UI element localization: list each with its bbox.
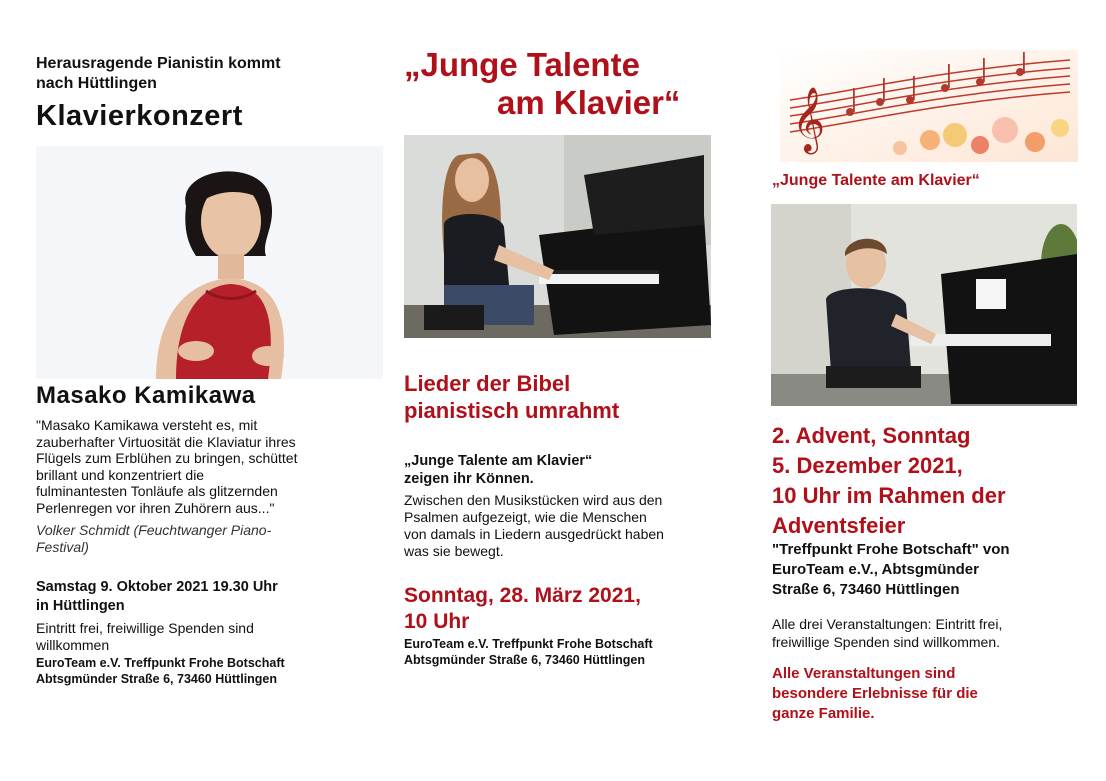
intro-line-2: nach Hüttlingen [36, 75, 157, 92]
girl-at-grand-piano-icon [404, 135, 711, 338]
program-heading [404, 452, 704, 488]
boy-at-piano-icon [771, 204, 1077, 406]
quote-line: brillant und konzentriert die [36, 466, 205, 483]
sub-line-1: Lieder der Bibel [404, 371, 571, 396]
head-line-1: „Junge Talente am Klavier“ [404, 453, 593, 469]
text-line: von damals in Liedern ausgedrückt haben [404, 526, 664, 542]
music-banner [780, 50, 1078, 162]
date-line-1: Sonntag, 28. März 2021, [404, 584, 641, 607]
event-title-line-1: „Junge Talente [404, 46, 640, 83]
fee-line: Eintritt frei, freiwillige Spenden sind [36, 620, 254, 636]
quote-line: zauberhafter Virtuosität die Klaviatur ihres [36, 433, 296, 450]
addr-line-1: EuroTeam e.V. Treffpunkt Frohe Botschaft [404, 637, 653, 651]
place-line: EuroTeam e.V., Abtsgmünder [772, 561, 979, 578]
girl-piano-photo [404, 135, 711, 338]
fee-line: Alle drei Veranstaltungen: Eintritt frei, [772, 616, 1003, 632]
note-line: besondere Erlebnisse für die [772, 685, 978, 702]
note-line: ganze Familie. [772, 705, 875, 722]
pianist-portrait-icon [36, 146, 383, 379]
addr-line-2: Abtsgmünder Straße 6, 73460 Hüttlingen [36, 672, 278, 686]
fee-line: willkommen [36, 636, 110, 653]
svg-text:𝄞: 𝄞 [792, 87, 826, 152]
artist-name: Masako Kamikawa [36, 382, 256, 409]
addr-line-2: Abtsgmünder Straße 6, 73460 Hüttlingen [404, 653, 646, 667]
date-line: 2. Advent, Sonntag [772, 423, 971, 448]
program-description [404, 492, 714, 560]
place-line: Straße 6, 73460 Hüttlingen [772, 581, 960, 598]
quote-line: "Masako Kamikawa versteht es, mit [36, 417, 258, 433]
press-quote [36, 417, 336, 516]
date-line: 10 Uhr im Rahmen der [772, 483, 1006, 508]
event-title: „Junge Talente am Klavier“ [772, 172, 980, 189]
admission-info [36, 620, 336, 653]
event-date [404, 583, 724, 635]
admission-info [772, 615, 1062, 651]
family-note [772, 664, 1062, 724]
pianist-portrait-photo [36, 146, 383, 379]
attrib-line: Volker Schmidt (Feuchtwanger Piano- [36, 522, 272, 538]
head-line-2: zeigen ihr Können. [404, 471, 534, 487]
program-subtitle [404, 370, 724, 424]
addr-line-1: EuroTeam e.V. Treffpunkt Frohe Botschaft [36, 656, 285, 670]
fee-line: freiwillige Spenden sind willkommen. [772, 634, 1000, 650]
text-line: was sie bewegt. [404, 543, 504, 559]
sub-line-2: pianistisch umrahmt [404, 398, 620, 423]
quote-line: Flügels zum Erblühen zu bringen, schüttet [36, 450, 298, 466]
quote-line: Perlenregen vor ihren Zuhörern aus..." [36, 499, 275, 516]
event-title-line-2: am Klavier“ [497, 84, 681, 121]
venue-address [36, 655, 366, 687]
attrib-line: Festival) [36, 538, 89, 555]
text-line: Psalmen aufgezeigt, wie die Menschen [404, 509, 647, 525]
quote-line: fulminantesten Tonläufe als glitzernden [36, 483, 278, 499]
music-notes-flowers-banner-icon [780, 50, 1078, 162]
intro-line-1: Herausragende Pianistin kommt [36, 55, 281, 72]
date-line: 5. Dezember 2021, [772, 453, 963, 478]
text-line: Zwischen den Musikstücken wird aus den [404, 492, 663, 508]
venue-address [404, 636, 734, 668]
date-line-2: in Hüttlingen [36, 598, 125, 614]
venue-address [772, 540, 1082, 600]
date-line-1: Samstag 9. Oktober 2021 19.30 Uhr [36, 579, 278, 595]
intro-heading [36, 54, 356, 94]
boy-piano-photo [771, 204, 1077, 406]
date-line-2: 10 Uhr [404, 610, 470, 633]
place-line: "Treffpunkt Frohe Botschaft" von [772, 541, 1010, 558]
concert-title: Klavierkonzert [36, 100, 243, 132]
note-line: Alle Veranstaltungen sind [772, 665, 956, 682]
date-line: Adventsfeier [772, 513, 906, 538]
concert-date [36, 578, 356, 616]
event-date [772, 421, 1092, 541]
quote-attribution [36, 522, 336, 555]
